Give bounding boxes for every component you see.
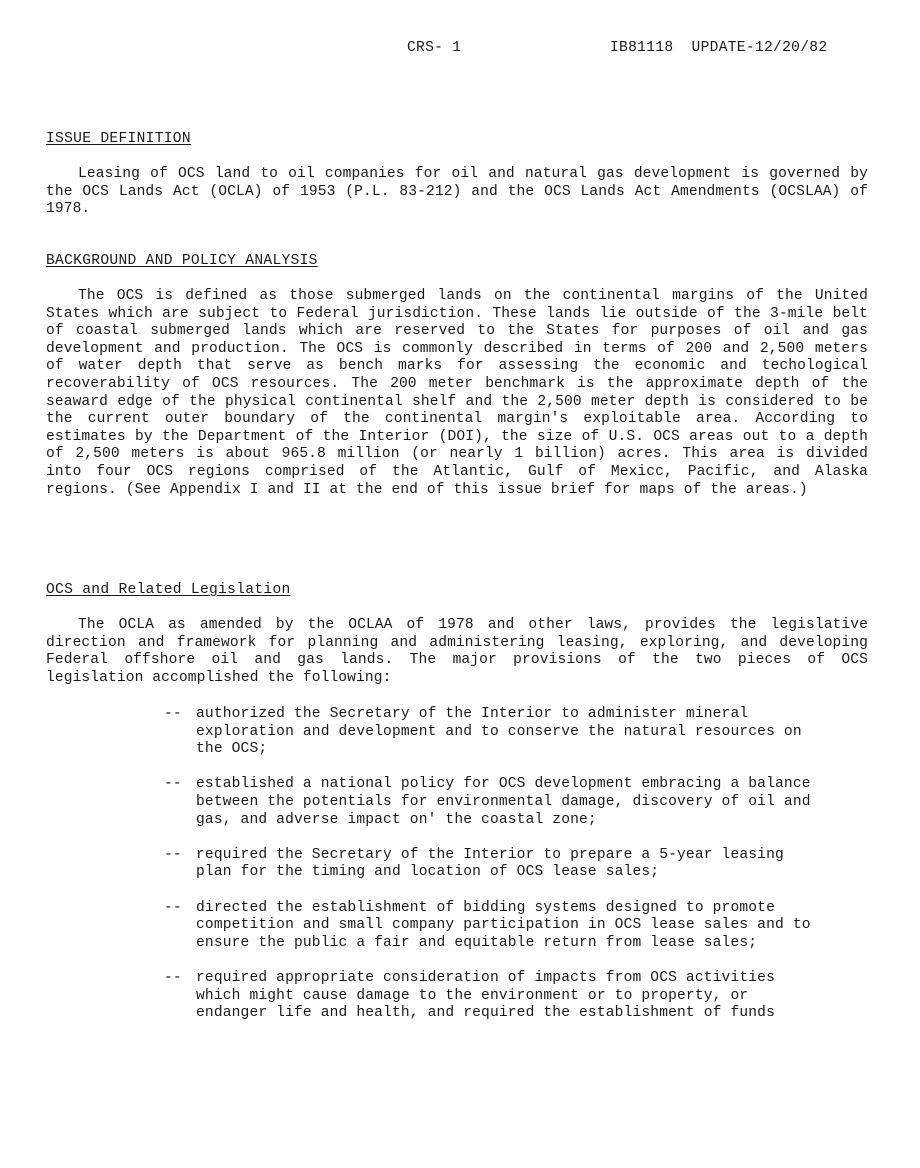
background-paragraph: The OCS is defined as those submerged lands on the continental margins of the United States which are subject to Federal jurisdiction. These lands lie outside of the 3-mile belt of coastal submerged lands which are reserved to the States for purposes of oil and gas development and production. The OCS is commonly described in terms of 200 and 2,500 meters of water depth that serve as bench marks for assessing the economic and techological recoverability of OCS resources. The 200 meter benchmark is the approximate depth of the seaward edge of the physical continental shelf and the 2,500 meter depth is considered to be the current outer boundary of the continental margin's exploitable area. According to estimates by the Department of the Interior (DOI), the size of U.S. OCS areas out to a depth of 2,500 meters is about 965.8 million (or nearly 1 billion) acres. This area is divided into four OCS regions comprised of the Atlantic, Gulf of Mexicc, Pacific, and Alaska regions. (See Appendix I and II at the end of this issue brief for maps of the areas.) bbox=[46, 288, 868, 498]
bullet-marker: -- bbox=[164, 846, 182, 863]
list-item-text: required the Secretary of the Interior to prepare a 5-year leasing plan for the timing and location of OCS lease sales; bbox=[196, 846, 784, 881]
issue-definition-heading: ISSUE DEFINITION bbox=[46, 131, 191, 147]
legislation-paragraph: The OCLA as amended by the OCLAA of 1978 and other laws, provides the legislative direction and framework for planning and administering leasing, exploring, and developing Federal offshore oil and gas lands. The major provisions of the two pieces of OCS legislation accomplished the following: bbox=[46, 617, 868, 686]
list-item bbox=[164, 900, 824, 953]
bullet-marker: -- bbox=[164, 706, 182, 722]
list-item bbox=[164, 706, 824, 759]
bullet-marker: -- bbox=[164, 969, 182, 986]
background-heading: BACKGROUND AND POLICY ANALYSIS bbox=[46, 253, 318, 269]
list-item-text: required appropriate consideration of impacts from OCS activities which might cause damage to the environment or to property, or endanger life and health, and required the establishment of funds bbox=[196, 969, 775, 1022]
list-item bbox=[164, 970, 824, 1023]
list-item-text: authorized the Secretary of the Interior to administer mineral exploration and development and to conserve the natural resources on the OCS; bbox=[196, 706, 802, 758]
list-item-text: established a national policy for OCS development embracing a balance between the potentials for environmental damage, discovery of oil and gas, and adverse impact on' the coastal zone; bbox=[196, 776, 811, 828]
page-label: CRS- 1 bbox=[407, 40, 462, 56]
list-item-text: directed the establishment of bidding systems designed to promote competition and small company participation in OCS lease sales and to ensure the public a fair and equitable return from lease sales; bbox=[196, 899, 811, 951]
bullet-marker: -- bbox=[164, 776, 182, 793]
bullet-marker: -- bbox=[164, 899, 182, 916]
list-item bbox=[164, 847, 824, 882]
legislation-heading: OCS and Related Legislation bbox=[46, 582, 291, 598]
list-item bbox=[164, 776, 824, 829]
provisions-list bbox=[164, 706, 824, 1040]
issue-definition-paragraph: Leasing of OCS land to oil companies for oil and natural gas development is governed by the OCS Lands Act (OCLA) of 1953 (P.L. 83-212) and the OCS Lands Act Amendments (OCSLAA) of 1978. bbox=[46, 166, 868, 218]
document-id: IB81118 UPDATE-12/20/82 bbox=[610, 40, 828, 56]
